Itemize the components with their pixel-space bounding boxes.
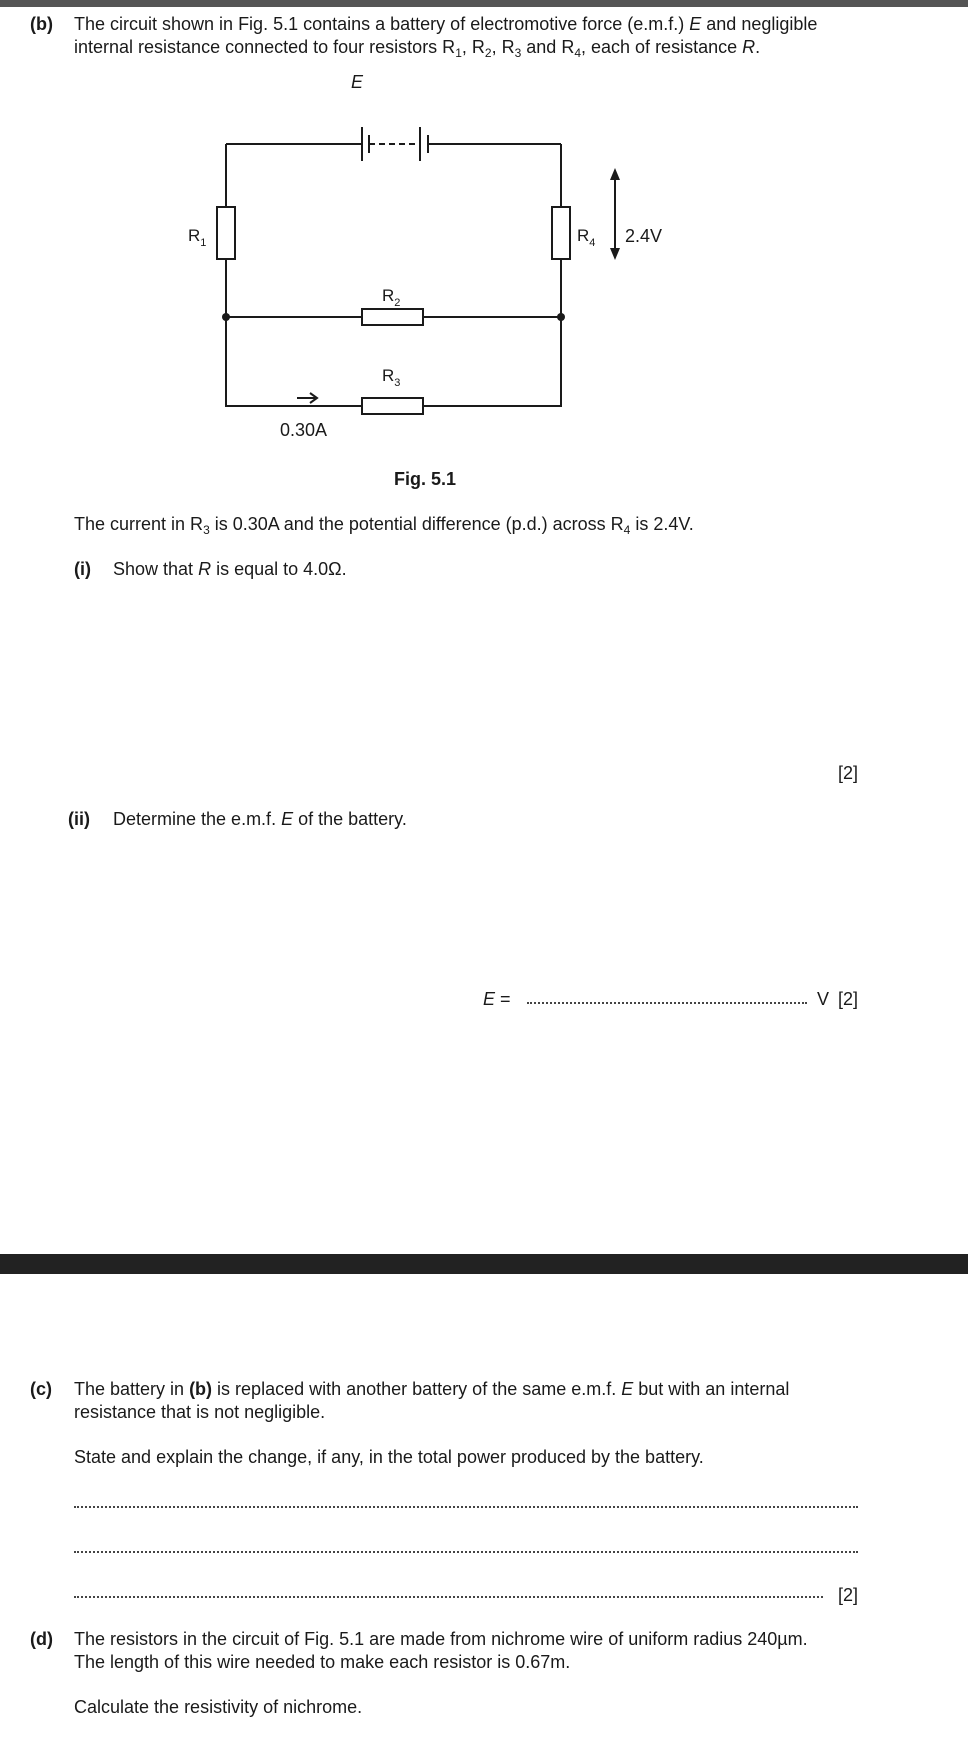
wire-left-lower [226,259,362,406]
question-ii-marks: [2] [838,989,859,1009]
resistor-r4 [552,207,570,259]
part-c-label: (c) [30,1379,52,1399]
part-b-intro-line1: The circuit shown in Fig. 5.1 contains a battery of electromotive force (e.m.f.) E and negligible [74,14,818,34]
emf-answer-unit: V [817,989,830,1009]
voltage-arrowhead-up [610,168,620,180]
part-d-label: (d) [30,1629,53,1649]
r2-label: $R_2$ [382,286,401,309]
figure-caption: Fig. 5.1 [394,469,457,489]
part-d-question: Calculate the resistivity of nichrome. [74,1697,363,1717]
part-b-intro-line2: internal resistance connected to four resistors $R_1$, $R_2$, $R_3$ and $R_4$, each of resistance R. [74,37,761,60]
r3-label: $R_3$ [382,366,401,389]
part-c-line1: The battery in (b) is replaced with another battery of the same e.m.f. E but with an internal [74,1379,790,1399]
question-ii-text: Determine the e.m.f. E of the battery. [113,809,407,829]
part-d-line2: The length of this wire needed to make each resistor is 0.67m. [74,1652,571,1672]
part-b-label: (b) [30,14,53,34]
answer-line-2[interactable] [74,1551,858,1553]
wire-right-lower [423,259,561,406]
given-values-text: The current in $R_3$ is 0.30A and the potential difference (p.d.) across $R_4$ is 2.4V. [74,514,694,537]
voltage-arrowhead-down [610,248,620,260]
junction-left [222,313,230,321]
page-divider [0,1254,968,1274]
part-c-marks: [2] [838,1585,859,1605]
question-ii-label: (ii) [68,809,90,829]
emf-label: E [351,75,364,92]
question-i-marks: [2] [838,763,859,783]
emf-answer-field[interactable] [527,1002,807,1004]
current-label: 0.30A [280,420,328,440]
answer-line-1[interactable] [74,1506,858,1508]
emf-answer-line: E = [483,989,511,1009]
resistor-r3 [362,398,423,414]
answer-line-3[interactable] [74,1596,823,1598]
resistor-r2 [362,309,423,325]
voltage-label: 2.4V [625,226,663,246]
question-i-label: (i) [74,559,91,579]
r4-label: $R_4$ [577,226,596,249]
top-edge-bar [0,0,968,7]
question-i-text: Show that R is equal to 4.0Ω. [113,559,347,579]
circuit-diagram [170,75,690,445]
part-c-question: State and explain the change, if any, in the total power produced by the battery. [74,1447,704,1467]
resistor-r1 [217,207,235,259]
part-d-line1: The resistors in the circuit of Fig. 5.1 are made from nichrome wire of uniform radius 240µm. [74,1629,808,1649]
part-c-line2: resistance that is not negligible. [74,1402,326,1422]
r1-label: $R_1$ [188,226,207,249]
junction-right [557,313,565,321]
